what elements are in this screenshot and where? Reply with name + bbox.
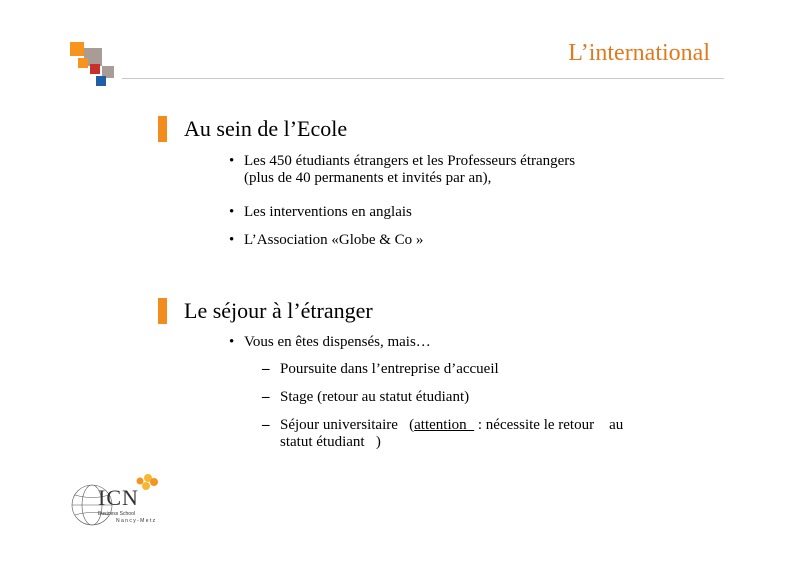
square-orange-small-icon (78, 58, 88, 68)
page-title: L’international (568, 40, 710, 66)
dash-icon: – (262, 361, 270, 377)
square-orange-icon (70, 42, 84, 56)
bullet-icon: • (229, 334, 235, 350)
sub-list-item: – Séjour universitaire (attention : nécessite le retour au statut étudiant ) (262, 417, 624, 450)
logo-text: ICN (98, 485, 139, 510)
bullet-icon: • (229, 153, 235, 169)
list-item: • Les 450 étudiants étrangers et les Professeurs étrangers (plus de 40 permanents et invités par an), (229, 153, 576, 186)
dash-icon: – (262, 417, 270, 433)
corner-logo-squares (70, 42, 116, 86)
square-red-icon (90, 64, 100, 74)
sub-list-item: – Poursuite dans l’entreprise d’accueil (262, 361, 499, 377)
dash-icon: – (262, 389, 270, 405)
list-item: • Vous en êtes dispensés, mais… (229, 334, 431, 350)
list-item: • Les interventions en anglais (229, 204, 412, 220)
square-blue-icon (96, 76, 106, 86)
section-title: Le séjour à l’étranger (184, 298, 373, 323)
title-divider (122, 78, 724, 79)
sub-list-item: – Stage (retour au statut étudiant) (262, 389, 470, 405)
section-marker (158, 298, 167, 324)
bullet-icon: • (229, 204, 235, 220)
bullet-icon: • (229, 232, 235, 248)
logo-subtitle: Business School (98, 511, 135, 517)
section-marker (158, 116, 167, 142)
logo-subtitle-city: N a n c y - M e t z (116, 518, 156, 524)
list-item: • L’Association «Globe & Co » (229, 232, 424, 248)
section-title: Au sein de l’Ecole (184, 116, 348, 141)
